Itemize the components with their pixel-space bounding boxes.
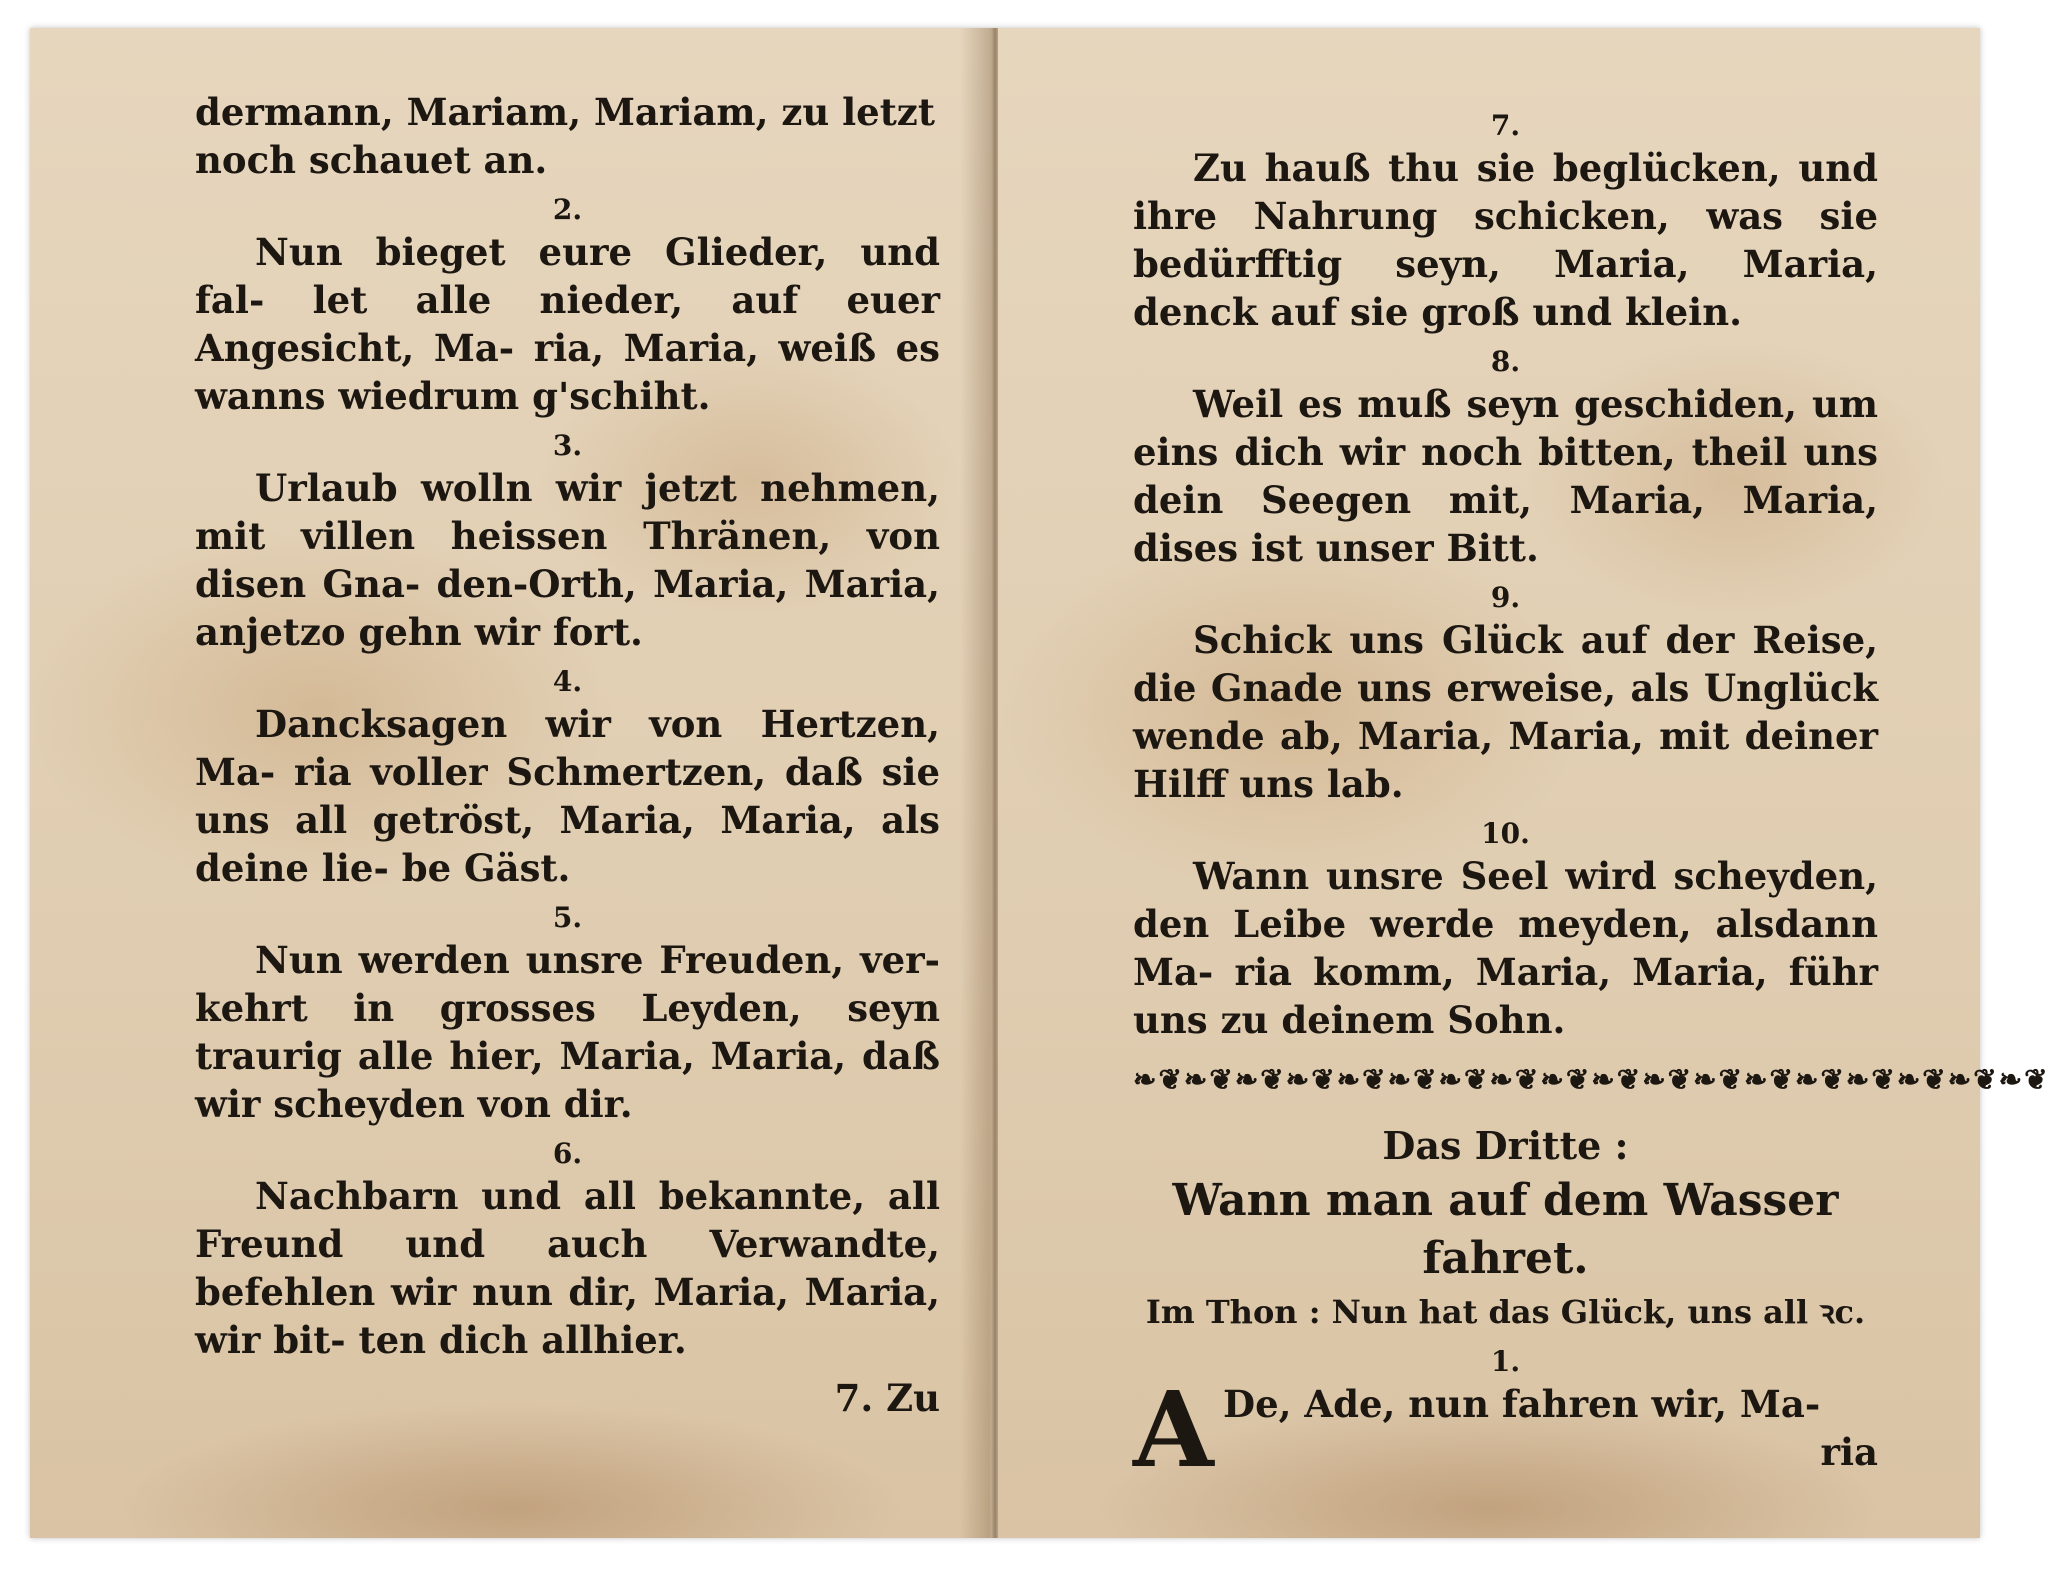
left-top-lines — [195, 88, 940, 184]
text-line: let alle nieder, auf euer Angesicht, Ma- — [195, 278, 940, 370]
text-line: villen heissen Thränen, von disen Gna- — [195, 514, 940, 606]
text-line: Gnade uns erweise, als Unglück wende — [1133, 666, 1878, 758]
text-line: klein. — [1624, 290, 1743, 334]
left-page — [30, 28, 990, 1538]
text-line: eins dich wir noch bitten, theil uns dein — [1133, 430, 1878, 522]
text-line: Urlaub wolln wir jetzt nehmen, mit — [195, 466, 940, 558]
text-line: getröst, Maria, Maria, als deine lie- — [195, 798, 940, 890]
verse-stanza — [1133, 616, 1878, 808]
text-line: unser Bitt. — [1315, 526, 1539, 570]
text-line: Nun werden unsre Freuden, ver- — [255, 938, 940, 982]
text-line: Freund und auch Verwandte, befehlen — [195, 1222, 940, 1314]
left-verses — [195, 192, 940, 1364]
text-line: den-Orth, Maria, Maria, anjetzo gehn — [195, 562, 940, 654]
text-line: Wann unsre Seel wird scheyden, — [1193, 854, 1878, 898]
verse-number: 7. — [1490, 109, 1521, 142]
text-line: ria voller Schmertzen, daß sie uns all — [195, 750, 940, 842]
verse-stanza — [195, 936, 940, 1128]
text-line: De, Ade, nun fahren wir, Ma- — [1223, 1382, 1821, 1426]
verse-stanza — [195, 228, 940, 420]
verse-number: 3. — [552, 429, 583, 462]
text-line: dermann, Mariam, Mariam, zu letzt — [195, 90, 935, 134]
right-verses — [1133, 108, 1878, 1044]
text-line: den Leibe werde meyden, alsdann Ma- — [1133, 902, 1878, 994]
book-spread — [30, 28, 2050, 1538]
text-line: von dir. — [477, 1082, 633, 1126]
text-line: uns lab. — [1239, 762, 1404, 806]
text-line: Seegen mit, Maria, Maria, dises ist — [1133, 478, 1878, 570]
verse-stanza — [1133, 144, 1878, 336]
verse-number: 6. — [552, 1137, 583, 1170]
verse-number: 5. — [552, 901, 583, 934]
tune-line: Im Thon : Nun hat das Glück, uns all ꝛc. — [1145, 1293, 1866, 1331]
verse-number: 10. — [1481, 817, 1530, 850]
verse-number: 9. — [1490, 581, 1521, 614]
text-line: kehrt in grosses Leyden, seyn traurig alle — [195, 986, 940, 1078]
text-line: Nachbarn und all bekannte, all — [255, 1174, 940, 1218]
verse-stanza — [195, 1172, 940, 1364]
text-line: Maria, Maria, denck auf sie groß und — [1133, 242, 1878, 334]
section-heading: Wann man auf dem Wasser fahret. — [1172, 1175, 1839, 1284]
text-line: wir fort. — [474, 610, 643, 654]
verse-stanza — [1133, 852, 1878, 1044]
text-line: be Gäst. — [401, 846, 571, 890]
verse-number: 2. — [552, 193, 583, 226]
text-line: ten dich allhier. — [358, 1318, 687, 1362]
text-line: noch schauet an. — [195, 138, 548, 182]
catchword: 7. Zu — [834, 1376, 940, 1420]
text-line: ab, Maria, Maria, mit deiner Hilff — [1133, 714, 1879, 806]
text-line: Weil es muß seyn geschiden, um — [1193, 382, 1878, 426]
right-page — [998, 28, 2050, 1538]
verse-number: 8. — [1490, 345, 1521, 378]
verse-stanza — [1133, 380, 1878, 572]
text-line: Zu hauß thu sie beglücken, und ihre — [1133, 146, 1878, 238]
text-line: hier, Maria, Maria, daß wir scheyden — [195, 1034, 941, 1126]
drop-cap-initial: A — [1133, 1368, 1214, 1491]
ornament-divider: ❧❦❧❦❧❦❧❦❧❦❧❦❧❦❧❦❧❦❧❦❧❦❧❦❧❦❧❦❧❦❧❦❧❦❧❦ — [1133, 1063, 2050, 1096]
section-title: Das Dritte : — [1382, 1123, 1629, 1168]
text-line: wir nun dir, Maria, Maria, wir bit- — [195, 1270, 940, 1362]
verse-number: 4. — [552, 665, 583, 698]
verse-stanza — [195, 700, 940, 892]
text-line: Schick uns Glück auf der Reise, die — [1133, 618, 1878, 710]
text-line: Dancksagen wir von Hertzen, Ma- — [195, 702, 940, 794]
text-line: deinem Sohn. — [1281, 998, 1566, 1042]
text-line: Nun bieget eure Glieder, und fal- — [195, 230, 940, 322]
text-line: ria komm, Maria, Maria, führ uns zu — [1133, 950, 1878, 1042]
right-text-column — [1133, 100, 2050, 1491]
verse-number: 1. — [1490, 1345, 1521, 1378]
catchword-right: ria — [1820, 1430, 1878, 1474]
text-line: g'schiht. — [532, 374, 711, 418]
verse-stanza — [195, 464, 940, 656]
left-text-column — [195, 88, 940, 1422]
text-line: Nahrung schicken, was sie bedürfftig seyn, — [1133, 194, 1878, 286]
text-line: ria, Maria, weiß es wanns wiedrum — [195, 326, 940, 418]
